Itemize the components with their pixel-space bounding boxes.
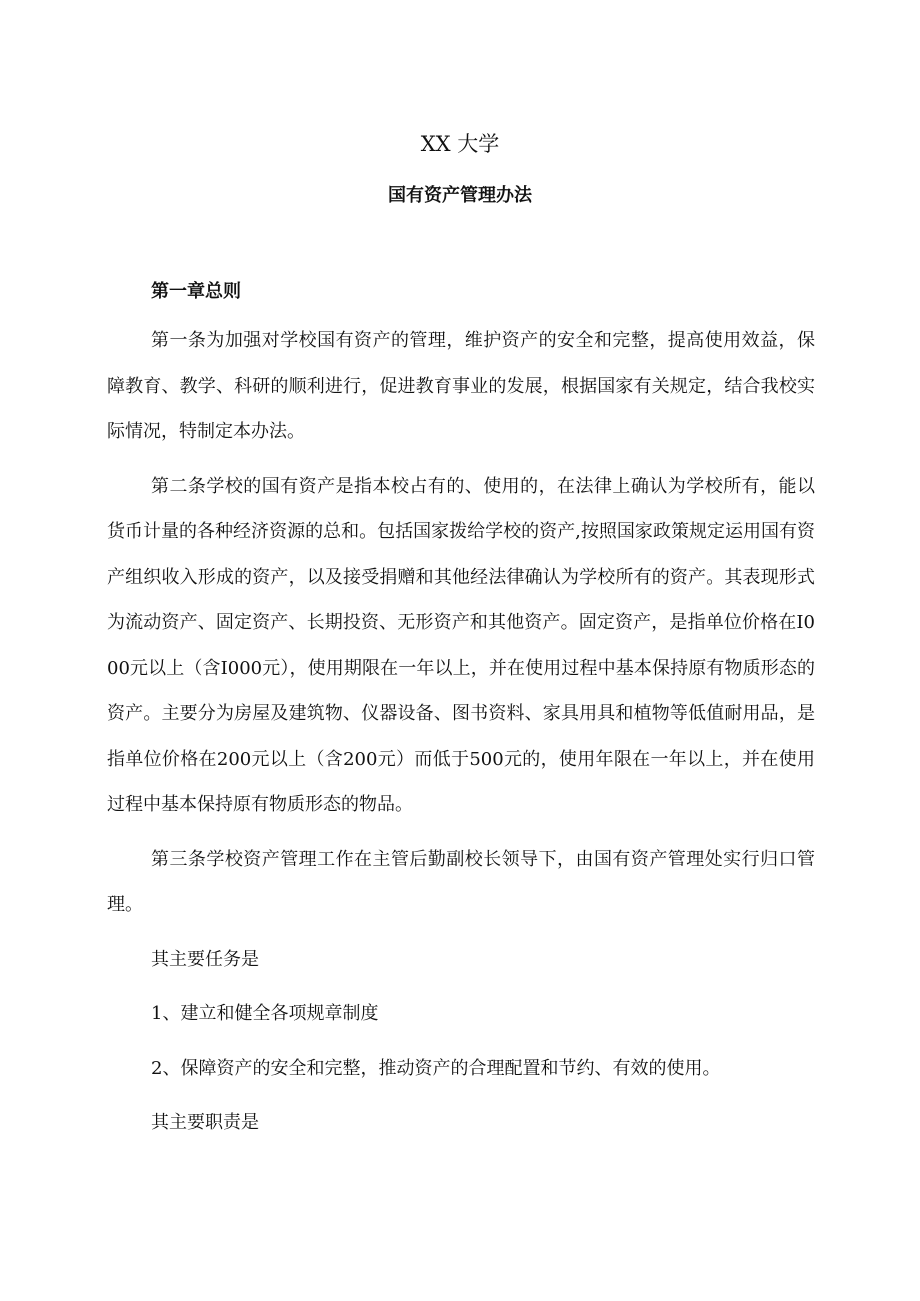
task-item-2: 2、保障资产的安全和完整，推动资产的合理配置和节约、有效的使用。 xyxy=(151,1057,721,1079)
article-1-paragraph: 第一条为加强对学校国有资产的管理，维护资产的安全和完整，提高使用效益，保障教育、教学、科研的顺利进行，促进教育事业的发展，根据国家有关规定，结合我校实际情况，特制定本办法。 xyxy=(107,330,815,442)
article-2-paragraph: 第二条学校的国有资产是指本校占有的、使用的，在法律上确认为学校所有，能以货币计量的各种经济资源的总和。包括国家拨给学校的资产,按照国家政策规定运用国有资产组织收入形成的资产，以及接受捐赠和其他经法律确认为学校所有的资产。其表现形式为流动资产、固定资产、长期投资、无形资产和其他资产。固定资产，是指单位价格在I000元以上（含I000元），使用期限在一年以上，并在使用过程中基本保持原有物质形态的资产。主要分为房屋及建筑物、仪器设备、图书资料、家具用具和植物等低值耐用品，是指单位价格在200元以上（含200元）而低于500元的，使用年限在一年以上，并在使用过程中基本保持原有物质形态的物品。 xyxy=(107,475,815,815)
chapter-heading: 第一章总则 xyxy=(151,281,241,302)
document-subtitle: 国有资产管理办法 xyxy=(388,185,532,206)
main-tasks-heading: 其主要任务是 xyxy=(151,948,259,970)
article-3-paragraph: 第三条学校资产管理工作在主管后勤副校长领导下，由国有资产管理处实行归口管理。 xyxy=(107,848,815,915)
document-title: XX 大学 xyxy=(420,132,500,156)
document-body xyxy=(107,276,815,1146)
task-item-1: 1、建立和健全各项规章制度 xyxy=(151,1003,379,1024)
main-duties-heading: 其主要职责是 xyxy=(151,1112,259,1133)
